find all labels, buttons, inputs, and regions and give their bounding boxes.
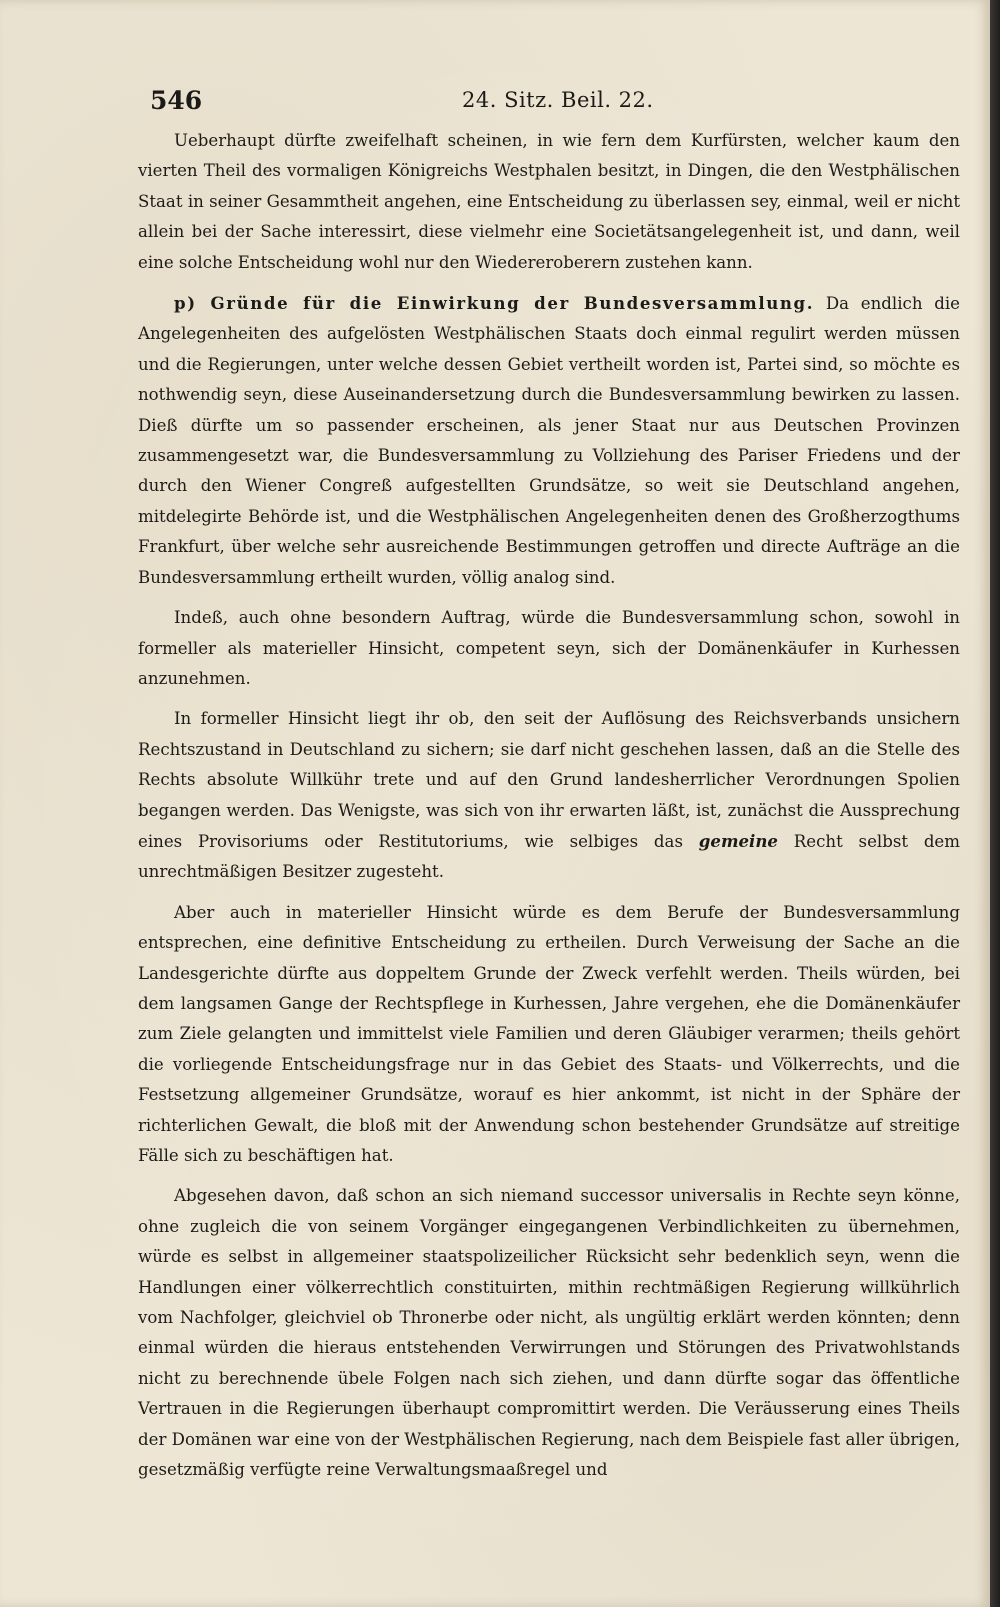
paragraph-4-emphasis: gemeine — [698, 830, 778, 851]
paragraph-4-text-after: Recht selbst dem unrechtmäßigen Besitzer zugesteht. — [138, 831, 960, 882]
paragraph-3-text: Indeß, auch ohne besondern Auftrag, würde die Bundesversammlung schon, sowohl in formeller als materieller Hinsicht, competent seyn, sich der Domänenkäufer in Kurhessen anzunehmen. — [138, 608, 960, 688]
paragraph-5 — [138, 898, 960, 1172]
page-edge-shadow — [990, 0, 1000, 1607]
paragraph-4 — [138, 704, 960, 887]
paragraph-2 — [138, 288, 960, 593]
paragraph-5-text: Aber auch in materieller Hinsicht würde es dem Berufe der Bundesversammlung entsprechen, eine definitive Entscheidung zu ertheilen. Durch Verweisung der Sache an die Landesgerichte dürfte aus doppeltem Grunde der Zweck verfehlt werden. Theils würden, bei dem langsamen Gange der Rechtspflege in Kurhessen, Jahre vergehen, ehe die Domänenkäufer zum Ziele gelangten und immittelst viele Familien und deren Gläubiger verarmen; theils gehört die vorliegende Entscheidungsfrage nur in das Gebiet des Staats- und Völkerrechts, und die Festsetzung allgemeiner Grundsätze, worauf es hier ankommt, ist nicht in der Sphäre der richterlichen Gewalt, die bloß mit der Anwendung schon bestehender Grundsätze auf streitige Fälle sich zu beschäftigen hat. — [138, 902, 960, 1165]
text-block — [138, 126, 960, 1495]
running-head: 24. Sitz. Beil. 22. — [462, 88, 654, 112]
page-number: 546 — [150, 86, 203, 115]
page-header — [150, 86, 920, 122]
paragraph-2-text: Da endlich die Angelegenheiten des aufgelösten Westphälischen Staats doch einmal regulirt werden müssen und die Regierungen, unter welche dessen Gebiet vertheilt worden ist, Partei sind, so möchte es nothwendig seyn, diese Auseinandersetzung durch die Bundesversammlung bewirken zu lassen. Dieß dürfte um so passender erscheinen, als jener Staat nur aus Deutschen Provinzen zusammengesetzt war, die Bundesversammlung zu Vollziehung des Pariser Friedens und der durch den Wiener Congreß aufgestellten Grundsätze, so weit sie Deutschland angehen, mitdelegirte Behörde ist, und die Westphälischen Angelegenheiten denen des Großherzogthums Frankfurt, über welche sehr ausreichende Bestimmungen getroffen und directe Aufträge an die Bundesversammlung ertheilt wurden, völlig analog sind. — [138, 294, 960, 587]
paragraph-6-text: Abgesehen davon, daß schon an sich niemand successor universalis in Rechte seyn könne, ohne zugleich die von seinem Vorgänger eingegangenen Verbindlichkeiten zu übernehmen, würde es selbst in allgemeiner staatspolizeilicher Rücksicht sehr bedenklich seyn, wenn die Handlungen einer völkerrechtlich constituirten, mithin rechtmäßigen Regierung willkührlich vom Nachfolger, gleichviel ob Thronerbe oder nicht, als ungültig erklärt werden könnten; denn einmal würden die hieraus entstehenden Verwirrungen und Störungen des Privatwohlstands nicht zu berechnende übele Folgen nach sich ziehen, und dann dürfte sogar das öffentliche Vertrauen in die Regierungen überhaupt compromittirt werden. Die Veräusserung eines Theils der Domänen war eine von der Westphälischen Regierung, nach dem Beispiele fast aller übrigen, gesetzmäßig verfügte reine Verwaltungsmaaßregel und — [138, 1186, 960, 1480]
section-heading-p: p) Gründe für die Einwirkung der Bundesversammlung. — [174, 293, 815, 314]
paragraph-1-text: Ueberhaupt dürfte zweifelhaft scheinen, in wie fern dem Kurfürsten, welcher kaum den vierten Theil des vormaligen Königreichs Westphalen besitzt, in Dingen, die den Westphälischen Staat in seiner Gesammtheit angehen, eine Entscheidung zu überlassen sey, einmal, weil er nicht allein bei der Sache interessirt, diese vielmehr eine Societätsangelegenheit ist, und dann, weil eine solche Entscheidung wohl nur den Wiedereroberern zustehen kann. — [138, 131, 960, 272]
paragraph-4-text: In formeller Hinsicht liegt ihr ob, den seit der Auflösung des Reichsverbands unsichern Rechtszustand in Deutschland zu sichern; sie darf nicht geschehen lassen, daß an die Stelle des Rechts absolute Willkühr trete und auf den Grund landesherrlicher Verordnungen Spolien begangen werden. Das Wenigste, was sich von ihr erwarten läßt, ist, zunächst die Aussprechung eines Provisoriums oder Restitutoriums, wie selbiges das — [138, 709, 960, 851]
paragraph-1 — [138, 126, 960, 278]
paragraph-6 — [138, 1181, 960, 1485]
paragraph-3 — [138, 603, 960, 694]
